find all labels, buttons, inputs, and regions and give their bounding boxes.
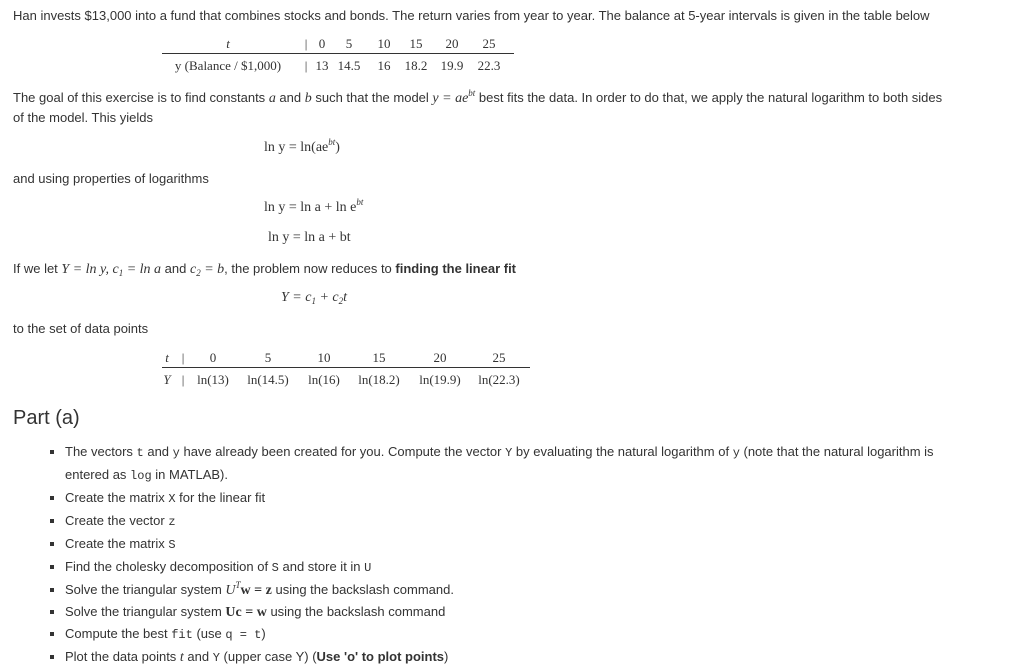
equation-text: ln y = ln a + ln e	[264, 200, 357, 215]
table-cell: 5	[345, 36, 353, 51]
item-math	[225, 580, 272, 598]
table-cell: 20	[445, 36, 459, 51]
substitution-paragraph	[13, 259, 516, 280]
code-token: X	[168, 492, 176, 506]
substitution-math	[190, 262, 224, 277]
model-base: y = ae	[432, 91, 469, 106]
math-part: t	[343, 290, 348, 305]
item-text: Solve the triangular system	[65, 582, 226, 597]
math-superscript: T	[235, 580, 241, 590]
equation-log-model	[264, 137, 340, 156]
item-text: Create the matrix	[65, 536, 169, 551]
table-cell: 25	[492, 350, 506, 365]
table-cell: 15	[409, 36, 423, 51]
table-row	[158, 371, 530, 389]
table-cell: 16	[377, 58, 391, 73]
item-text: by evaluating the natural logarithm of	[512, 444, 733, 459]
table-cell: ln(19.9)	[419, 372, 461, 387]
equation-linear-fit	[281, 290, 347, 306]
item-text: (upper case Y) (	[219, 649, 317, 664]
table-row-label: Y	[163, 372, 171, 387]
substitution-text: , the problem now reduces to	[224, 261, 396, 276]
math-part: c	[189, 262, 197, 277]
code-token: y	[172, 446, 180, 460]
equation-text: ln y = ln(ae	[264, 140, 329, 155]
table-cell: 5	[264, 350, 272, 365]
math-part: Y = ln y, c	[61, 262, 119, 277]
math-part: + c	[315, 290, 339, 305]
code-token: q = t	[225, 628, 262, 642]
item-text: Compute the best	[65, 626, 172, 641]
table-cell: ln(18.2)	[358, 372, 400, 387]
substitution-text: If we let	[13, 261, 62, 276]
table-header-label: t	[226, 36, 230, 51]
item-text: Plot the data points	[65, 649, 180, 664]
code-token: z	[168, 515, 176, 529]
item-text: have already been created for you. Compute the vector	[179, 444, 506, 459]
code-token: U	[364, 561, 372, 575]
table-rule	[162, 367, 530, 368]
table-separator: |	[181, 372, 185, 387]
bold-phrase: finding the linear fit	[395, 261, 517, 276]
table-row	[158, 57, 514, 75]
goal-text: The goal of this exercise is to find constants	[13, 90, 269, 105]
table-row-label: y (Balance / $1,000)	[174, 58, 282, 73]
goal-paragraph	[13, 88, 942, 109]
table-cell: 10	[377, 36, 391, 51]
goal-text: and	[275, 90, 305, 105]
table-cell: 14.5	[337, 58, 361, 73]
table-cell: ln(14.5)	[247, 372, 289, 387]
table-cell: 19.9	[440, 58, 464, 73]
item-text: )	[444, 649, 449, 664]
table-separator: |	[304, 36, 308, 51]
list-item	[46, 533, 1021, 556]
item-text: and	[183, 649, 213, 664]
list-item	[46, 556, 1021, 579]
substitution-math	[61, 262, 161, 277]
properties-text: and using properties of logarithms	[13, 171, 209, 186]
list-item	[46, 510, 1021, 533]
goal-paragraph-line2	[13, 108, 153, 128]
code-token: fit	[171, 628, 193, 642]
table-cell: ln(22.3)	[478, 372, 520, 387]
list-item	[46, 601, 1021, 623]
item-text: for the linear fit	[175, 490, 266, 505]
item-text: in MATLAB).	[151, 467, 228, 482]
goal-text: such that the model	[311, 90, 433, 105]
log-table	[158, 349, 530, 389]
math-part: w = z	[240, 583, 272, 598]
item-math: t	[179, 650, 184, 665]
math-part: Y = c	[281, 290, 312, 305]
table-separator: |	[304, 58, 308, 73]
math-part: = ln a	[123, 262, 162, 277]
instruction-list	[46, 441, 1021, 669]
substitution-text: and	[161, 261, 190, 276]
item-text: and store it in	[278, 559, 365, 574]
model-exponent: bt	[468, 88, 476, 98]
code-token: Y	[212, 651, 220, 665]
table-rule	[162, 53, 514, 54]
code-token: t	[136, 446, 144, 460]
equation-log-sum	[264, 197, 364, 216]
model-equation	[432, 88, 476, 106]
equation-log-linear	[268, 230, 351, 246]
goal-text: of the model. This yields	[13, 110, 153, 125]
equation-exponent: bt	[356, 197, 364, 207]
table-cell: ln(16)	[308, 372, 340, 387]
item-math: Uc = w	[225, 605, 267, 620]
item-text: using the backslash command	[266, 604, 446, 619]
table-cell: 22.3	[477, 58, 501, 73]
list-item	[46, 441, 1021, 487]
list-item	[46, 623, 1021, 646]
bold-phrase: Use 'o' to plot points	[316, 649, 445, 664]
section-heading: Part (a)	[13, 407, 80, 429]
item-text: and	[143, 444, 173, 459]
table-cell: ln(13)	[197, 372, 229, 387]
code-token: S	[168, 538, 176, 552]
intro-text: Han invests $13,000 into a fund that combines stocks and bonds. The return varies from year to year. The balance at 5-year intervals is given in the table below	[13, 8, 930, 23]
code-token: S	[271, 561, 279, 575]
goal-text: best fits the data. In order to do that, we apply the natural logarithm to both sides	[475, 90, 943, 105]
equation-text: ln y = ln a + bt	[268, 230, 351, 245]
item-text: Find the cholesky decomposition of	[65, 559, 272, 574]
table-cell: 10	[317, 350, 331, 365]
list-item	[46, 487, 1021, 510]
math-part: U	[225, 583, 236, 598]
table-cell: 0	[318, 36, 326, 51]
list-item	[46, 579, 1021, 601]
math-b: b	[304, 91, 312, 106]
code-token: log	[130, 469, 152, 483]
math-subscript: 1	[311, 296, 316, 306]
table-cell: 13	[315, 58, 329, 73]
item-text: Create the vector	[65, 513, 169, 528]
table-header-row	[158, 35, 514, 53]
intro-paragraph	[13, 6, 930, 26]
item-text: Solve the triangular system	[65, 604, 226, 619]
list-item	[46, 646, 1021, 669]
equation-text: )	[335, 140, 340, 155]
item-text: Create the matrix	[65, 490, 169, 505]
math-subscript: 2	[196, 268, 201, 278]
item-text: entered as	[65, 467, 131, 482]
table-separator: |	[181, 350, 185, 365]
table-cell: 25	[482, 36, 496, 51]
table-cell: 20	[433, 350, 447, 365]
equation-exponent: bt	[328, 137, 336, 147]
item-text: The vectors	[65, 444, 137, 459]
code-token: y	[732, 446, 740, 460]
item-text: using the backslash command.	[271, 582, 454, 597]
math-a: a	[268, 91, 276, 106]
table-cell: 15	[372, 350, 386, 365]
table-header-label: t	[165, 350, 169, 365]
table-cell: 0	[209, 350, 217, 365]
math-subscript: 2	[338, 296, 344, 306]
properties-paragraph	[13, 169, 209, 189]
item-text: (note that the natural logarithm is	[739, 444, 934, 459]
math-subscript: 1	[118, 268, 124, 278]
item-text: )	[261, 626, 266, 641]
data-points-paragraph	[13, 319, 148, 339]
math-part: = b	[200, 262, 225, 277]
table-header-row	[158, 349, 530, 367]
table-cell: 18.2	[404, 58, 428, 73]
item-text: (use	[192, 626, 226, 641]
data-points-text: to the set of data points	[13, 321, 149, 336]
code-token: Y	[505, 446, 513, 460]
balance-table	[158, 35, 514, 75]
